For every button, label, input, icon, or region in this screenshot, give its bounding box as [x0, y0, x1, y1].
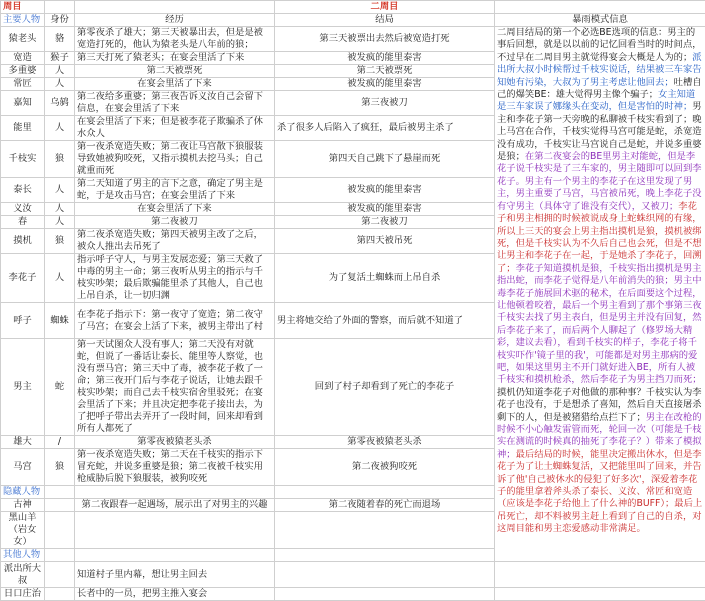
- row-process: 第二天被票死: [75, 65, 275, 78]
- storm-info-segment: 最后结局的时候，能里决定搬出休水，但是李花子为了让土蜘蛛复活，又把能里叫了回来，并告诉了他'自己被休水的侵犯了好多次'，深爱着李花子的能里拿着斧头杀了泰长、义汝、常匠和宽造（应该是李花子给他上了什么神的BUFF）；最后上吊死亡，却不料被男主赶上看到了自己的自杀，对这周目能和男主恋爱感动非常满足。: [497, 449, 702, 534]
- row-ending: 被发疯的能里泰害: [275, 203, 495, 216]
- row-ending: 第二夜被刀: [275, 216, 495, 229]
- storm-info-segment: 男主在改枪的时候不小心触发雷管而死，轮回一次（可能是千枝实在测谎的时候真的抽死了李花子？）带来了模拟神；: [497, 412, 702, 460]
- storm-info-segment: 李花子和男主相拥的时候被说成身上蛇蛛织网的有缘，所以上三天的宴会上男主指出摸机是狼，摸机被绑死，但是千枝实认为不久后自己也会死，但是不想让男主和李花子在一起，于是她杀了李花子，回溯了；: [497, 201, 702, 274]
- row-name: 泰长: [1, 178, 45, 203]
- row-ending: 被发疯的能里泰害: [275, 52, 495, 65]
- storm-info-text: [497, 27, 703, 536]
- row-identity: 狼: [45, 449, 75, 486]
- hidden-row-name: 黑山羊（岩女女）: [1, 512, 45, 549]
- header-ending: 结局: [275, 14, 495, 27]
- other-row-process: 知道村子里内幕，想让男主回去: [75, 562, 275, 588]
- header-process: 经历: [75, 14, 275, 27]
- row-identity: 乌鸫: [45, 91, 75, 116]
- row-name: 猿老头: [1, 27, 45, 52]
- row-name: 雄大: [1, 436, 45, 449]
- row-process: 第三天打死了猿老头；在宴会里活了下来: [75, 52, 275, 65]
- row-ending: 第四天自己跳下了悬崖而死: [275, 141, 495, 178]
- other-row-process: 长者中的一员，把男主推入宴会: [75, 588, 275, 601]
- group-main-label: 主要人物: [1, 14, 45, 27]
- row-identity: 貉: [45, 27, 75, 52]
- row-ending: 被发疯的能里泰害: [275, 78, 495, 91]
- row-identity: 狼: [45, 141, 75, 178]
- row-name: 李花子: [1, 254, 45, 303]
- storm-info-segment: 在第二夜宴会的BE里男主对能蛇，但是李花子说千枝实是了三车家的，男主随即可以回到李花子。男主有一个男主的李花子在这里发现了男主，男主重要了马宫，马宫被吊死，晚上李花子没有守男主（具体守了谁没有交代），又被刀；: [497, 151, 702, 212]
- row-identity: 人: [45, 78, 75, 91]
- storm-info-segment: 男主和李花子第一天旁晚的私聊被千枝实看到了；晚上马宫在合作，千枝实觉得马宫可能是蛇，杀宽造没有成功，千枝实让马宫说自己是蛇，并说多重婆是狼；: [497, 101, 702, 162]
- row-ending: 杀了很多人后陷入了疯狂，最后被男主杀了: [275, 116, 495, 141]
- group-hidden-label: 隐藏人物: [1, 486, 45, 499]
- group-other-label: 其他人物: [1, 549, 45, 562]
- row-identity: 狼: [45, 229, 75, 254]
- storm-info-segment: 二周目结局的第一个必选BE选项的信息：男主的事后回想，就是以以前的记忆回看当时的时间点，不过早在二周目男主就觉得宴会大概是人为的；: [497, 27, 702, 63]
- header-round2: 二周目: [275, 1, 495, 14]
- storm-info-segment: 吐槽自己的爆笑BE：雄大觉得男主像个骗子；: [497, 77, 702, 100]
- row-identity: 蜘蛛: [45, 303, 75, 339]
- row-ending: 第四天被吊死: [275, 229, 495, 254]
- row-identity: 猴子: [45, 52, 75, 65]
- storm-info-segment: 李花子知道摸机是狼，千枝实指出摸机是男主指出蛇，而李花子觉得是八年前消失的狼；男主中毒李花子施展回术驱的秘术，在后面要这个过程，让他顿着咬着，最后一个男主看到了那个事: [497, 263, 702, 311]
- row-ending: 为了复活土蜘蛛而上吊自杀: [275, 254, 495, 303]
- row-process: 第一夜杀宽造失败；第二天在千枝实的指示下冒充蛇，并说多重婆是狼；第二夜被千枝实用枪威胁后脱下狼服装，被狗咬死: [75, 449, 275, 486]
- row-process: 第零夜杀了雄大；第三天被暴出去，但是是被宽造打死的，他认为猿老头是八年前的狼；: [75, 27, 275, 52]
- header-round1: 周目: [1, 1, 45, 14]
- row-process: 第二夜杀宽造失败；第四天被男主改了之后，被众人推出去吊死了: [75, 229, 275, 254]
- row-identity: 蛇: [45, 339, 75, 436]
- header-identity: 身份: [45, 14, 75, 27]
- header-storm: 暴雨模式信息: [495, 14, 705, 27]
- row-identity: 人: [45, 254, 75, 303]
- row-ending: 第三天被票出去然后被宽造打死: [275, 27, 495, 52]
- row-identity: 人: [45, 216, 75, 229]
- row-name: 义汝: [1, 203, 45, 216]
- row-identity: /: [45, 436, 75, 449]
- row-process: 在李花子指示下：第一夜守了宽造；第二夜守了马宫；在宴会上活了下来，被男主带出了村: [75, 303, 275, 339]
- row-process: 第二夜给多重婆；第三夜告诉义汝自己会留下信息，在宴会里活了下来: [75, 91, 275, 116]
- row-process: 第二夜被刀: [75, 216, 275, 229]
- row-identity: 人: [45, 65, 75, 78]
- storm-info-cell: [495, 27, 705, 562]
- row-ending: 被发疯的能里泰害: [275, 178, 495, 203]
- row-ending: 第零夜被猿老头杀: [275, 436, 495, 449]
- storm-info-segment: 派出所大叔小时候帮过千枝实说话，结果被三车家告知她有污染，大叔为了男主考虑让他回去；: [497, 52, 702, 88]
- row-ending: 第二天被票死: [275, 65, 495, 78]
- hidden-row-process: 第二夜跟春一起遇场，展示出了对男主的兴趣: [75, 499, 275, 512]
- row-ending: 男主将她交给了外面的警察，而后就不知道了: [275, 303, 495, 339]
- row-process: 第零夜被猿老头杀: [75, 436, 275, 449]
- row-name: 能里: [1, 116, 45, 141]
- row-name: 多重婆: [1, 65, 45, 78]
- row-identity: 人: [45, 178, 75, 203]
- row-ending: 第三夜被刀: [275, 91, 495, 116]
- row-name: 摸机: [1, 229, 45, 254]
- row-ending: 回到了村子却看到了死亡的李花子: [275, 339, 495, 436]
- row-process: 在宴会里活了下来: [75, 203, 275, 216]
- storm-info-segment: 女主知道是三车家误了娜缘头在变动，但是害怕的时神；: [497, 89, 695, 112]
- row-name: 马宫: [1, 449, 45, 486]
- row-name: 宽造: [1, 52, 45, 65]
- hidden-row-ending: 第二夜随着春的死亡而退场: [275, 499, 495, 512]
- row-process: 指示呼子守人，与男主发展恋爱；第三天救了中毒的男主一命；第三夜听从男主的指示与千枝实吵架；最后欺骗能里杀了其他人，自己也上吊自杀，让一切归渊: [75, 254, 275, 303]
- other-row-name: 派出所大叔: [1, 562, 45, 588]
- row-identity: 人: [45, 203, 75, 216]
- row-name: 春: [1, 216, 45, 229]
- row-name: 呼子: [1, 303, 45, 339]
- row-process: 在宴会里活了下来: [75, 78, 275, 91]
- hidden-row-name: 古神: [1, 499, 45, 512]
- row-ending: 第二夜被狗咬死: [275, 449, 495, 486]
- row-identity: 人: [45, 116, 75, 141]
- row-process: 第一天试图众人没有事人；第二天没有对就蛇，但说了一番话让泰长、能里等人察觉，也没有票马宫；第三天中了毒，被李花子救了一命；第三夜开门后与李花子说话，让她去跟千枝实吵架；而自己去千枝实宿舍里驳死；在宴会里活了下来；并且决定把李花子接出去，为了把呼子带出去弄开了一段时间，回来却看到所有人都死了: [75, 339, 275, 436]
- other-row-name: 日口庄治: [1, 588, 45, 601]
- row-process: 第一夜杀宽造失败；第二夜让马宫散下狼服装导致她被狗咬死，又指示摸机去挖马头；自己就重而死: [75, 141, 275, 178]
- row-name: 男主: [1, 339, 45, 436]
- row-name: 常匠: [1, 78, 45, 91]
- row-name: 嘉知: [1, 91, 45, 116]
- row-process: 第二天知道了男主的言下之意，确定了男主是蛇，于是攻击马宫；在宴会里活了下来: [75, 178, 275, 203]
- row-name: 千枝实: [1, 141, 45, 178]
- storm-info-segment: 第三夜千枝实去找了男主表白，但是男主并没有回复，然后李花子来了，而后两个人聊起了（修罗场大精彩，建议去看），看到千枝实的样子，李花子将千枝实吓作'镜子里的我'，可能都是对男主那病的爱吧，如果这里男主不开门就好进入BE，所有人被千枝实和摸机枪杀，然后李花子为男主挡刀而死；: [497, 300, 702, 385]
- row-process: 在宴会里活了下来；但是被李花子欺骗杀了休水众人: [75, 116, 275, 141]
- storm-info-segment: 摸机仍知道李花子对他做的那种事？千枝实认为李花子也没有，于是想杀了喜知，然后自天直接屠杀剩下的人，但是被猪猎给点拦下了；: [497, 387, 702, 423]
